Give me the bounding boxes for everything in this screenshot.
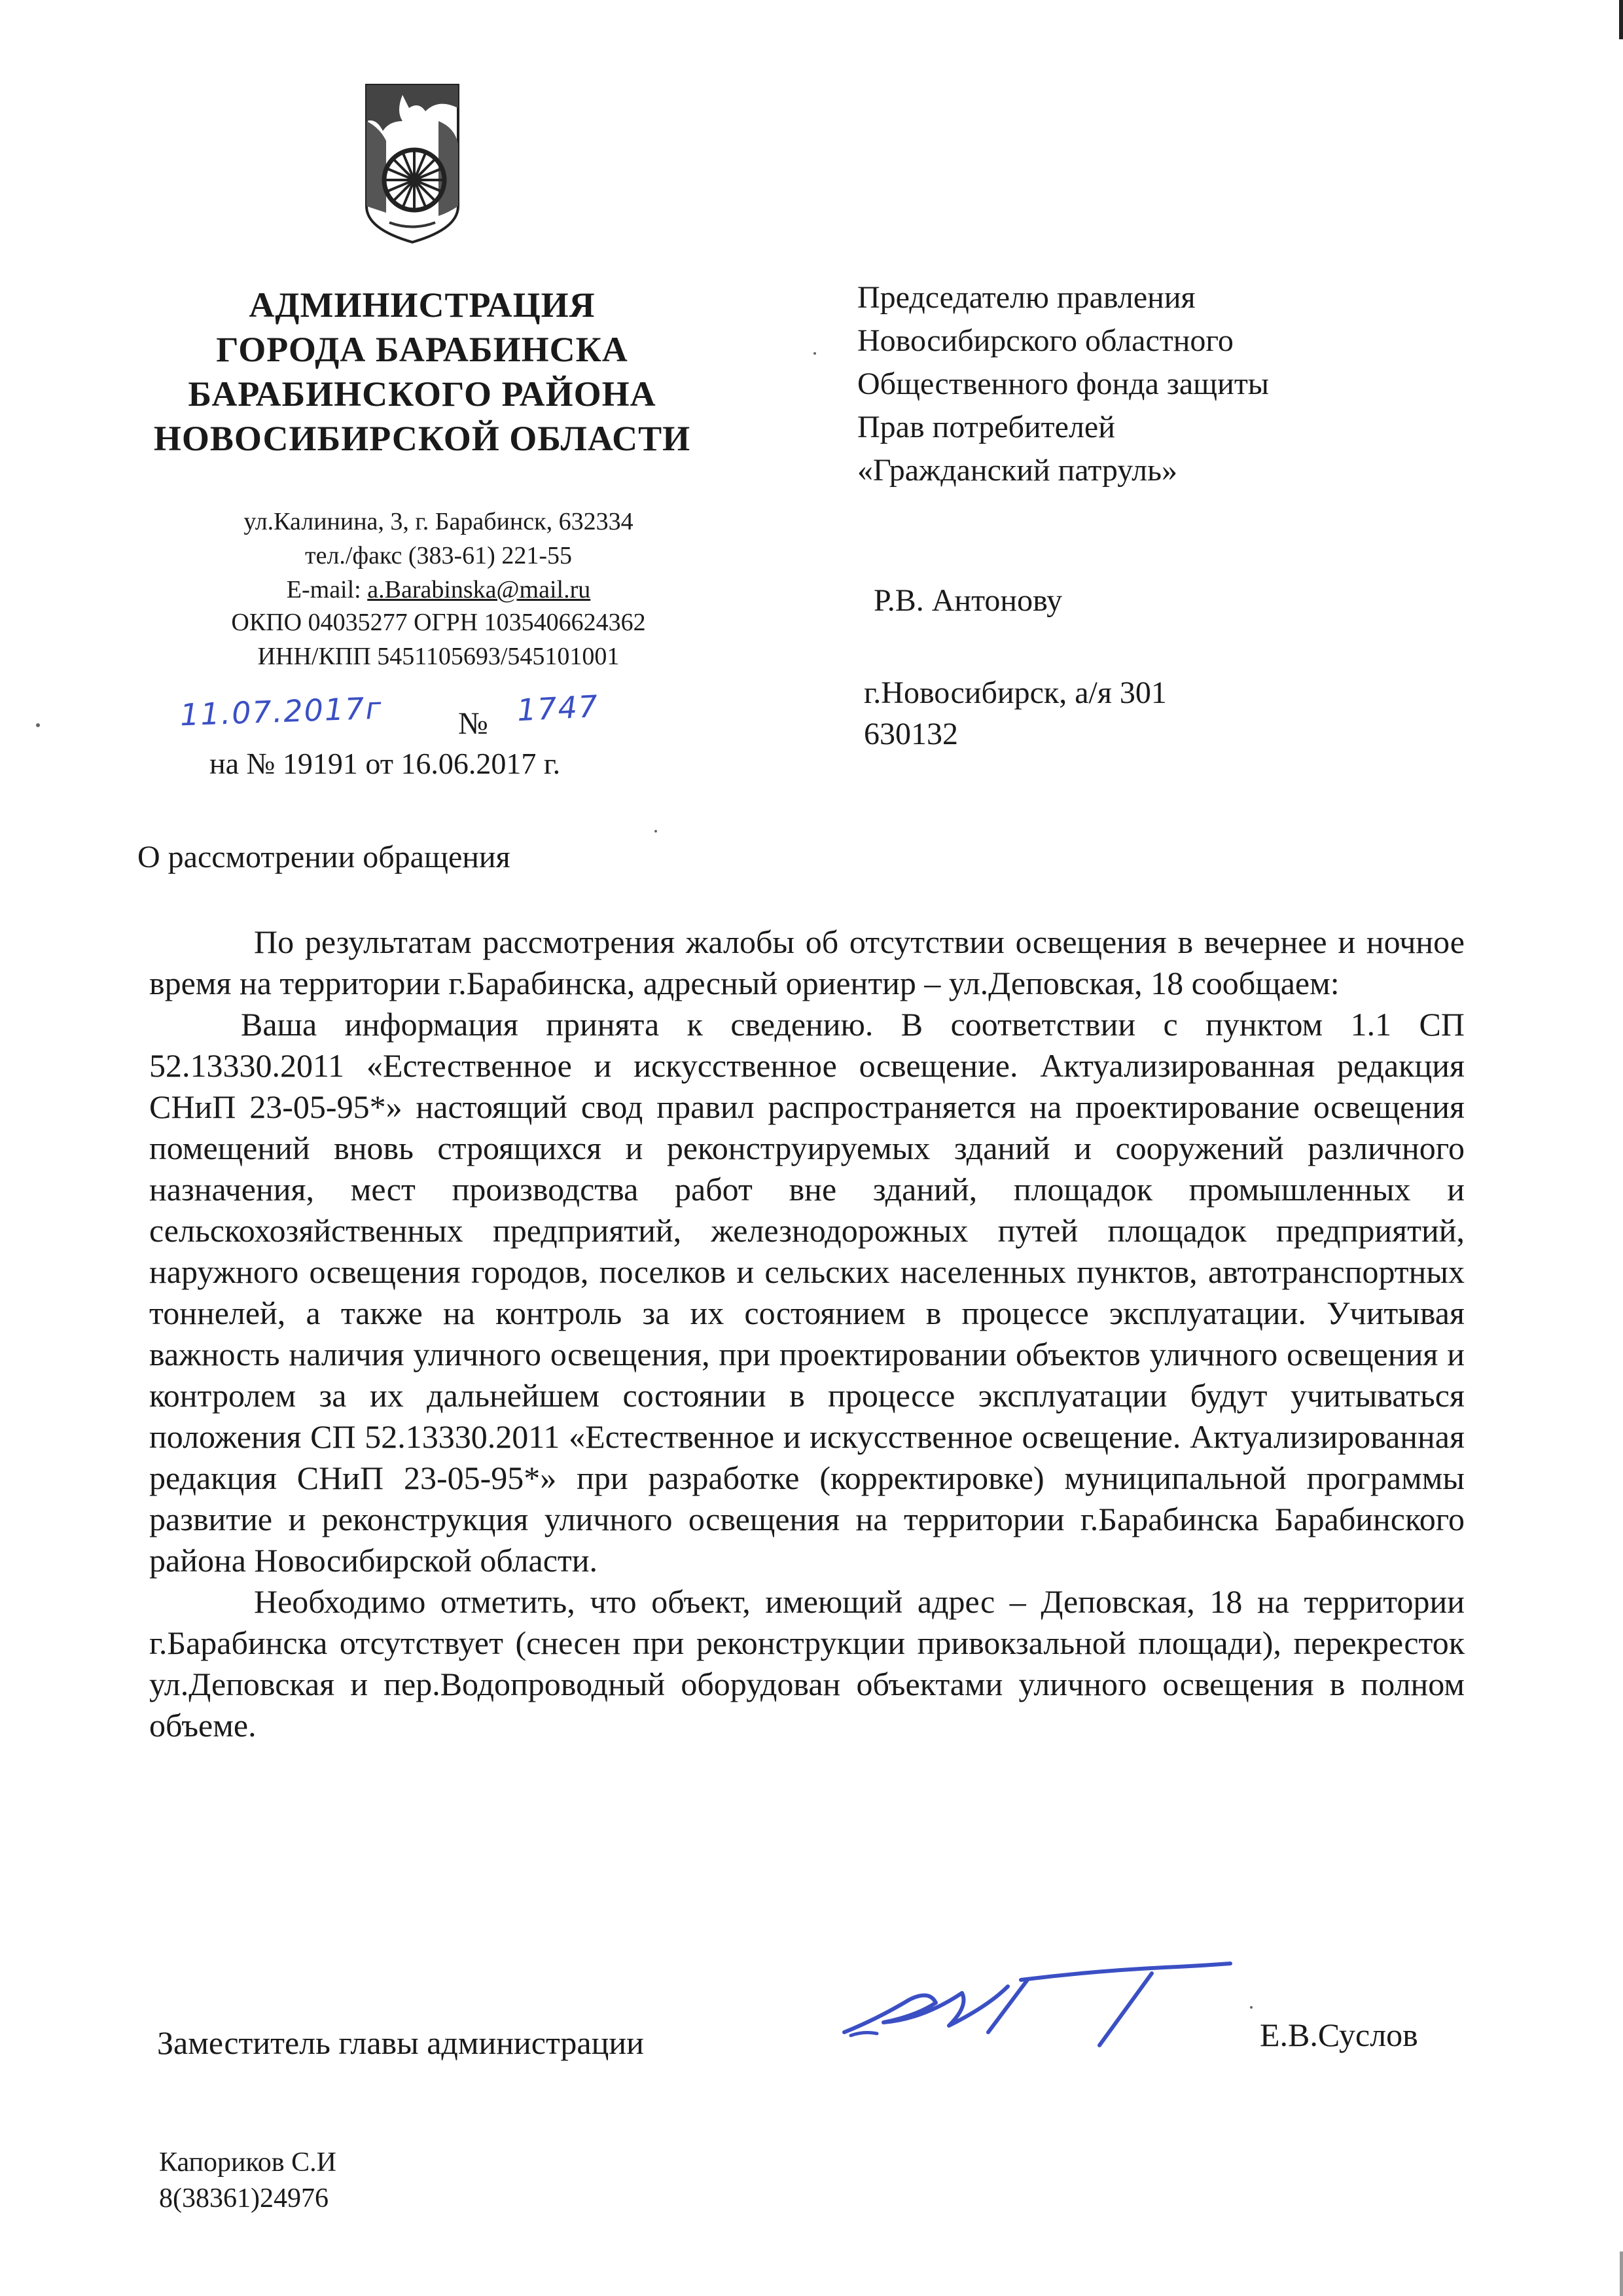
- registration-number-label: №: [458, 706, 488, 741]
- sender-org-line-2: ГОРОДА БАРАБИНСКА: [216, 330, 628, 369]
- recipient-line-5: «Гражданский патруль»: [857, 453, 1178, 488]
- scan-speck: [654, 830, 657, 833]
- sender-address: ул.Калинина, 3, г. Барабинск, 632334: [243, 508, 633, 535]
- sender-phone: тел./факс (383-61) 221-55: [305, 542, 572, 569]
- sender-email-line: [111, 573, 766, 606]
- letter-body: [149, 922, 1465, 1746]
- recipient-line-2: Новосибирского областного: [857, 323, 1234, 358]
- sender-email-link[interactable]: a.Barabinska@mail.ru: [367, 576, 591, 603]
- body-paragraph-2: Ваша информация принята к сведению. В соответствии с пунктом 1.1 СП 52.13330.2011 «Естественное и искусственное освещение. Актуализированная редакция СНиП 23-05-95*» настоящий свод правил распространяется на проектирование освещения помещений вновь строящихся и реконструируемых зданий и сооружений различного назначения, мест производства работ вне зданий, площадок промышленных и сельскохозяйственных предприятий, железнодорожных путей площадок предприятий, наружного освещения городов, поселков и сельских населенных пунктов, автотранспортных тоннелей, а также на контроль за их состоянием в процессе эксплуатации. Учитывая важность наличия уличного освещения, при проектировании объектов уличного освещения и контролем за их дальнейшем состоянии в процессе эксплуатации будут учитываться положения СП 52.13330.2011 «Естественное и искусственное освещение. Актуализированная редакция СНиП 23-05-95*» при разработке (корректировке) муниципальной программы развитие и реконструкция уличного освещения на территории г.Барабинска Барабинского района Новосибирской области.: [149, 1006, 1465, 1579]
- registration-number-handwritten: 1747: [516, 688, 600, 728]
- body-paragraph-3: Необходимо отметить, что объект, имеющий адрес – Деповская, 18 на территории г.Барабинска отсутствует (снесен при реконструкции привокзальной площади), перекресток ул.Деповская и пер.Водопроводный оборудован объектами уличного освещения в полном объеме.: [149, 1583, 1465, 1744]
- coat-of-arms-icon: [363, 82, 461, 245]
- recipient-line-4: Прав потребителей: [857, 410, 1115, 444]
- recipient-line-1: Председателю правления: [857, 280, 1196, 315]
- signatory-position: Заместитель главы администрации: [157, 2024, 644, 2061]
- scan-edge-mark-bottom: [1620, 2251, 1623, 2296]
- scan-edge-mark: [1619, 0, 1623, 39]
- letter-subject: О рассмотрении обращения: [137, 840, 510, 874]
- sender-email-label: E-mail:: [286, 576, 368, 603]
- recipient-zip: 630132: [864, 717, 958, 751]
- recipient-line-3: Общественного фонда защиты: [857, 367, 1270, 401]
- handwritten-signature-icon: [838, 1954, 1243, 2052]
- executor-phone: 8(38361)24976: [159, 2183, 329, 2214]
- scan-speck: [1250, 2006, 1253, 2009]
- sender-org-line-4: НОВОСИБИРСКОЙ ОБЛАСТИ: [153, 419, 691, 458]
- reply-to-reference: на № 19191 от 16.06.2017 г.: [209, 747, 561, 780]
- sender-org-line-3: БАРАБИНСКОГО РАЙОНА: [188, 374, 656, 414]
- sender-okpo-ogrn: ОКПО 04035277 ОГРН 1035406624362: [231, 609, 646, 636]
- signatory-name: Е.В.Суслов: [1260, 2017, 1418, 2053]
- recipient-name: Р.В. Антонову: [874, 583, 1063, 618]
- registration-date-handwritten: 11.07.2017г: [179, 690, 383, 733]
- executor-name: Капориков С.И: [159, 2147, 336, 2178]
- scan-speck: [813, 352, 816, 355]
- body-paragraph-1: По результатам рассмотрения жалобы об отсутствии освещения в вечернее и ночное время на территории г.Барабинска, адресный ориентир – ул.Деповская, 18 сообщаем:: [149, 924, 1465, 1001]
- sender-org-line-1: АДМИНИСТРАЦИЯ: [249, 285, 596, 325]
- sender-inn-kpp: ИНН/КПП 5451105693/545101001: [257, 643, 620, 670]
- recipient-address: г.Новосибирск, а/я 301: [864, 675, 1167, 710]
- scan-speck: [36, 723, 40, 727]
